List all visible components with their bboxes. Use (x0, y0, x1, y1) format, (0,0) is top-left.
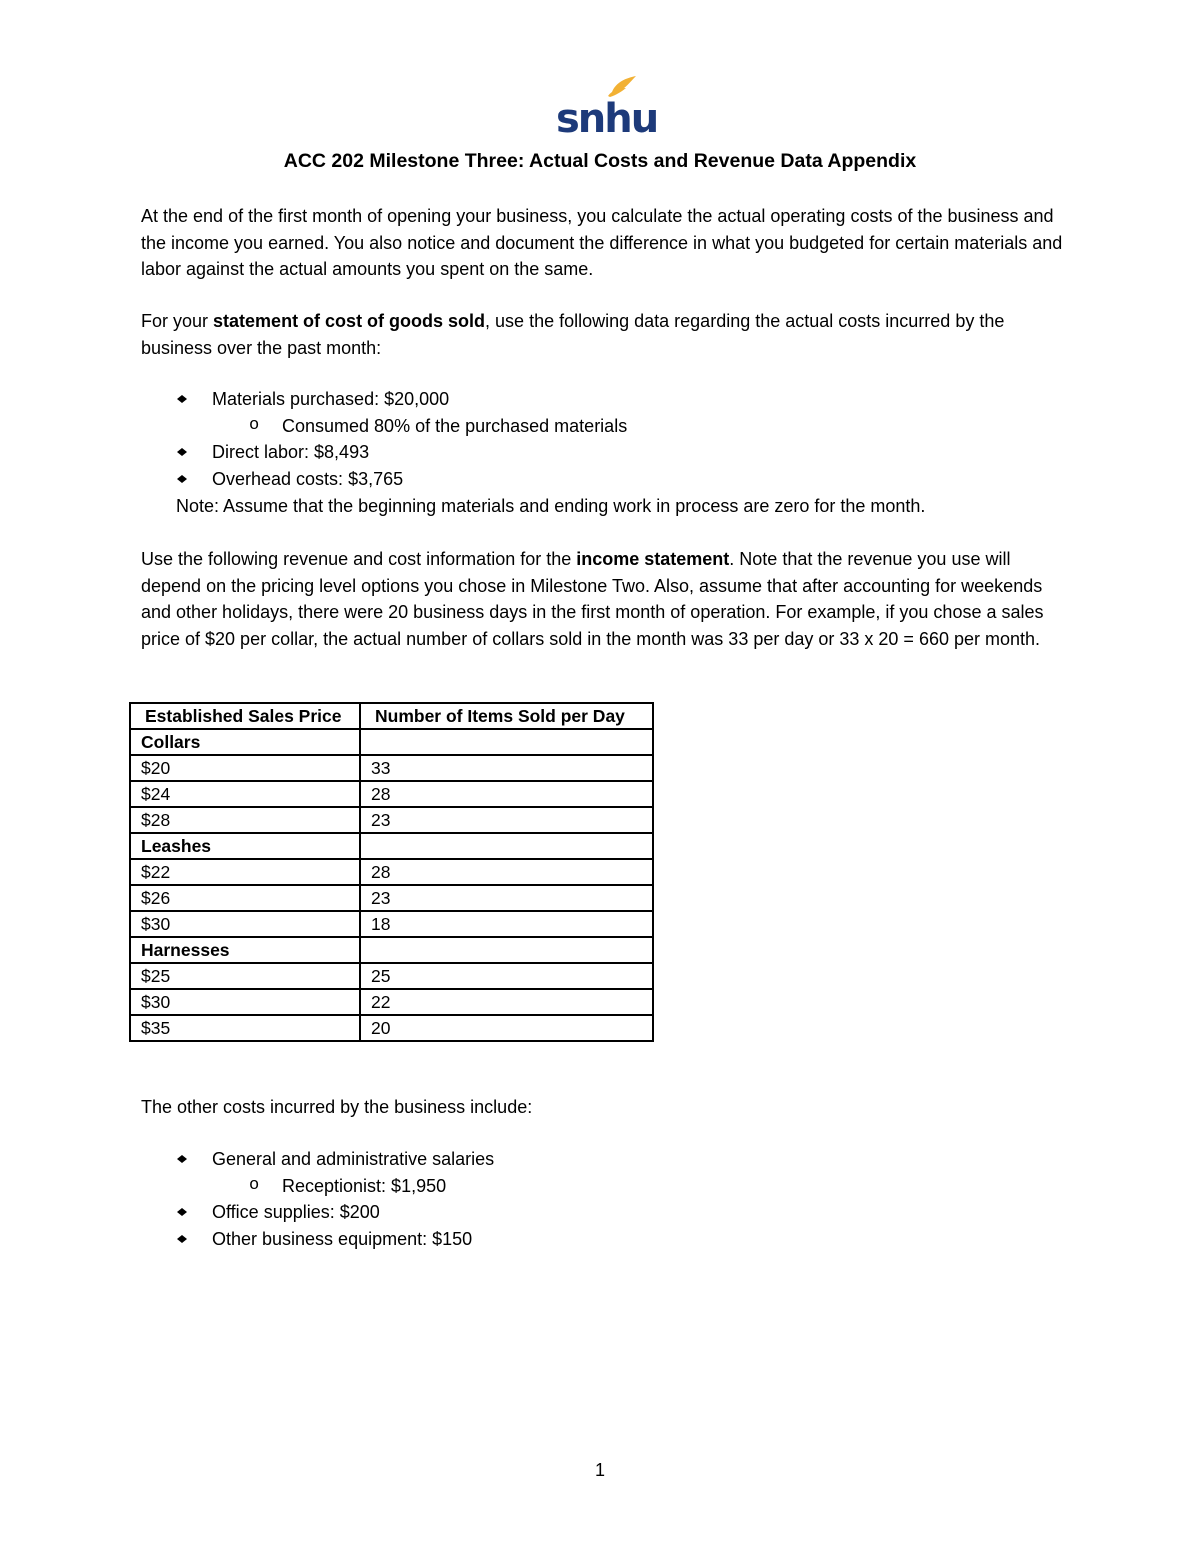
cogs-intro-paragraph (141, 308, 1071, 361)
income-intro-bold: income statement (576, 549, 730, 569)
column-header: Established Sales Price (130, 703, 360, 729)
intro-paragraph: At the end of the first month of opening your business, you calculate the actual operating costs of the business and the income you earned. You also notice and document the difference in what you budgeted for certain materials and labor against the actual amounts you spent on the same. (141, 206, 1063, 279)
quantity-cell: 28 (360, 781, 653, 807)
snhu-logo-icon (556, 74, 658, 142)
quantity-cell: 18 (360, 911, 653, 937)
column-header: Number of Items Sold per Day (360, 703, 653, 729)
price-cell: $30 (130, 989, 360, 1015)
list-item (141, 1146, 1071, 1173)
table-row (130, 859, 653, 885)
list-item (141, 413, 1071, 440)
cogs-intro-text-end: , use the following data regarding the actual costs incurred by the business over the past month: (141, 311, 1005, 358)
diamond-bullet-icon (177, 1208, 187, 1216)
price-cell: $20 (130, 755, 360, 781)
note-text: Note: Assume that the beginning materials and ending work in process are zero for the month. (176, 496, 926, 516)
circle-bullet-icon: o (249, 415, 260, 435)
table-row (130, 833, 653, 859)
table-row (130, 937, 653, 963)
quantity-cell: 28 (360, 859, 653, 885)
price-cell: $30 (130, 911, 360, 937)
list-item-text: Receptionist: $1,950 (282, 1175, 447, 1196)
list-item (141, 386, 1071, 413)
list-item-text: Materials purchased: $20,000 (212, 389, 450, 409)
list-item (141, 439, 1071, 466)
price-cell: $28 (130, 807, 360, 833)
list-item-text: Consumed 80% of the purchased materials (282, 415, 628, 436)
page-number: 1 (594, 1460, 605, 1480)
table-row (130, 885, 653, 911)
quantity-cell: 33 (360, 755, 653, 781)
list-item-text: General and administrative salaries (212, 1149, 495, 1169)
table-row (130, 807, 653, 833)
diamond-bullet-icon (177, 475, 187, 483)
other-costs-intro: The other costs incurred by the business include: (141, 1097, 533, 1117)
table-cell (360, 833, 653, 859)
table-row (130, 729, 653, 755)
list-item (141, 1199, 1071, 1226)
quantity-cell: 22 (360, 989, 653, 1015)
sales-price-table (129, 702, 654, 1042)
price-cell: $26 (130, 885, 360, 911)
price-cell: $24 (130, 781, 360, 807)
list-item (141, 1226, 1071, 1253)
list-item-text: Office supplies: $200 (212, 1202, 380, 1222)
table-header-row (130, 703, 653, 729)
quantity-cell: 20 (360, 1015, 653, 1041)
list-item-text: Other business equipment: $150 (212, 1228, 473, 1249)
table-row (130, 963, 653, 989)
price-cell: $25 (130, 963, 360, 989)
cogs-intro-text: For your (141, 311, 214, 331)
other-costs-bullet-list (141, 1146, 1071, 1252)
table-cell (360, 937, 653, 963)
table-row (130, 755, 653, 781)
list-item (141, 1173, 1071, 1200)
diamond-bullet-icon (177, 448, 187, 456)
diamond-bullet-icon (177, 395, 187, 403)
category-cell: Harnesses (130, 937, 360, 963)
table-row (130, 1015, 653, 1041)
table-row (130, 781, 653, 807)
price-cell: $35 (130, 1015, 360, 1041)
income-intro-paragraph (141, 546, 1071, 652)
quantity-cell: 23 (360, 807, 653, 833)
income-intro-text: Use the following revenue and cost information for the (141, 549, 577, 569)
list-item-text: Overhead costs: $3,765 (212, 468, 404, 489)
circle-bullet-icon: o (249, 1175, 260, 1195)
svg-text:snhu: snhu (556, 96, 658, 142)
diamond-bullet-icon (177, 1235, 187, 1243)
quantity-cell: 25 (360, 963, 653, 989)
page-title: ACC 202 Milestone Three: Actual Costs and Revenue Data Appendix (283, 150, 917, 172)
table-row (130, 911, 653, 937)
table-cell (360, 729, 653, 755)
category-cell: Collars (130, 729, 360, 755)
snhu-logo (556, 74, 658, 142)
list-item-text: Direct labor: $8,493 (212, 442, 370, 462)
list-item (141, 466, 1071, 493)
price-cell: $22 (130, 859, 360, 885)
quantity-cell: 23 (360, 885, 653, 911)
table-row (130, 989, 653, 1015)
cogs-intro-bold: statement of cost of goods sold (213, 311, 486, 331)
category-cell: Leashes (130, 833, 360, 859)
diamond-bullet-icon (177, 1155, 187, 1163)
cogs-bullet-list (141, 386, 1071, 492)
income-intro-text-end: . Note that the revenue you use will depend on the pricing level options you chose in Milestone Two. Also, assume that after accounting for weekends and other holidays, there were 20 business days in the first month of operation. For example, if you chose a sales price of $20 per collar, the actual number of collars sold in the month was 33 per day or 33 x 20 = 660 per month. (141, 549, 1044, 649)
